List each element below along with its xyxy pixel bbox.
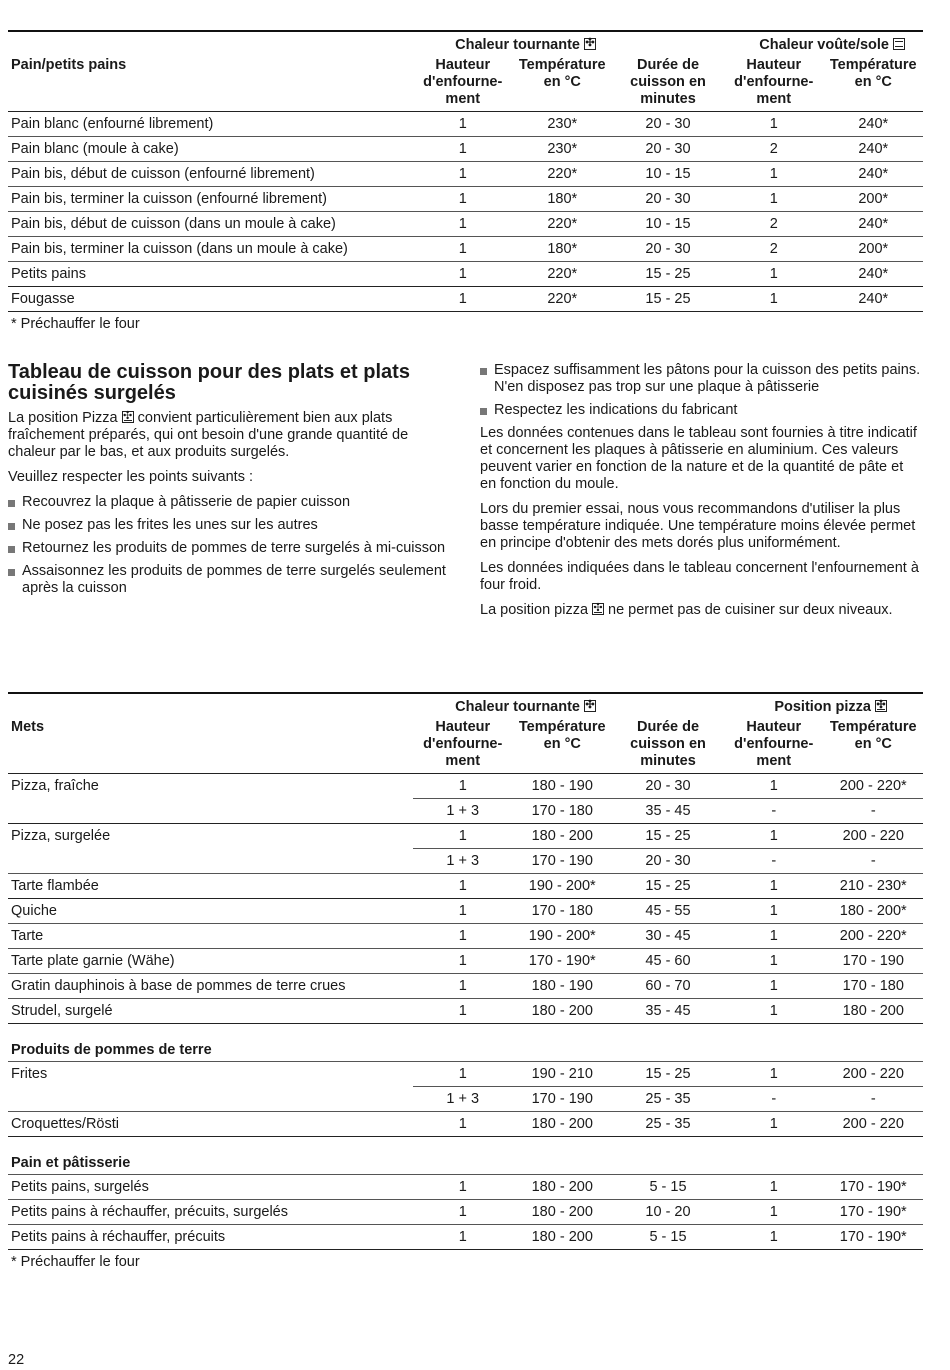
cell-value: 1 [724,999,824,1024]
bullet-item: Espacez suffisamment les pâtons pour la cuisson des petits pains. N'en disposez pas trop sur une plaque à pâtisserie [480,362,923,396]
cell-value: 20 - 30 [612,849,724,874]
table-row [8,1225,923,1250]
row-label: Strudel, surgelé [8,999,413,1024]
cell-value: 1 [724,899,824,924]
row-label: Fougasse [8,287,413,312]
cell-value: 170 - 190* [824,1225,924,1250]
row-label: Petits pains à réchauffer, précuits [8,1225,413,1250]
cell-value: 30 - 45 [612,924,724,949]
cell-value: 5 - 15 [612,1175,724,1200]
row-label: Tarte plate garnie (Wähe) [8,949,413,974]
bullet-item: Respectez les indications du fabricant [480,402,923,419]
cell-value: 230* [513,112,613,137]
table-row [8,187,923,212]
group-top-bottom: Chaleur voûte/sole [724,31,923,57]
cell-value: 200* [824,187,924,212]
cell-value: 1 [413,924,513,949]
cell-value: 60 - 70 [612,974,724,999]
table-row [8,874,923,899]
table-row [8,949,923,974]
cell-value: 170 - 190* [513,949,613,974]
cell-value: 240* [824,212,924,237]
subheader-label: Produits de pommes de terre [8,1024,923,1062]
cell-value: 20 - 30 [612,112,724,137]
cell-value: 15 - 25 [612,874,724,899]
col-header-temp-2: Température en °C [824,57,924,112]
cell-value: 10 - 20 [612,1200,724,1225]
cell-value: 200 - 220 [824,1112,924,1137]
cell-value: 180 - 190 [513,774,613,799]
cell-value: 170 - 190* [824,1175,924,1200]
cell-value: - [824,1087,924,1112]
cell-value: 2 [724,137,824,162]
cell-value: 170 - 190* [824,1200,924,1225]
paragraph-first-try: Lors du premier essai, nous vous recommandons d'utiliser la plus basse température indiquée. Une température moins élevée permet en principe d'obtenir des mets dorés plus uniformément. [480,501,916,551]
bullet-item: Ne posez pas les frites les unes sur les autres [8,517,450,534]
cell-value: 1 [724,187,824,212]
cell-value: 240* [824,262,924,287]
cell-value: - [824,799,924,824]
cell-value: 240* [824,112,924,137]
cell-value: 1 [724,949,824,974]
bullet-item: Retournez les produits de pommes de terre surgelés à mi-cuisson [8,540,450,557]
cell-value: 170 - 190 [824,949,924,974]
cell-value: 220* [513,162,613,187]
cell-value: 5 - 15 [612,1225,724,1250]
cell-value: 170 - 180 [824,974,924,999]
table-row [8,137,923,162]
table-row [8,999,923,1024]
cell-value: 1 + 3 [413,849,513,874]
cell-value: 2 [724,237,824,262]
col-header-temp: Température en °C [513,719,613,774]
bullet-item: Recouvrez la plaque à pâtisserie de papier cuisson [8,494,450,511]
table-row [8,287,923,312]
cell-value: 15 - 25 [612,287,724,312]
cell-value: 15 - 25 [612,1062,724,1087]
table-subheader [8,1024,923,1062]
cell-value: 1 [724,824,824,849]
col-header-level: Hauteur d'enfourne- ment [413,719,513,774]
bullet-list-right [480,362,923,419]
row-label: Pizza, fraîche [11,778,99,795]
table-row [8,849,923,874]
cell-value: 1 [413,237,513,262]
cell-value: 1 [413,1200,513,1225]
col-header-duration: Durée de cuisson en minutes [612,719,724,774]
cell-value: 230* [513,137,613,162]
col-header-level-2: Hauteur d'enfourne- ment [724,57,824,112]
col-header-level: Hauteur d'enfourne- ment [413,57,513,112]
cell-value: 240* [824,162,924,187]
row-label: Pain bis, terminer la cuisson (dans un moule à cake) [8,237,413,262]
cell-value: 180 - 190 [513,974,613,999]
cell-value: 1 [413,1112,513,1137]
page [8,30,923,1274]
cell-value: 1 [413,287,513,312]
table-row [8,1062,923,1087]
cell-value: 1 [413,824,513,849]
cell-value: 20 - 30 [612,774,724,799]
table-row [8,1087,923,1112]
table-row [8,1112,923,1137]
top-bottom-heat-icon [893,38,905,50]
cell-value: 190 - 210 [513,1062,613,1087]
cell-value: 1 [413,112,513,137]
row-label: Pizza, surgelée [11,828,111,845]
points-intro: Veuillez respecter les points suivants : [8,469,254,485]
cell-value: 1 [413,974,513,999]
subheader-label: Pain et pâtisserie [8,1137,923,1175]
pizza-setting-icon [592,603,604,615]
group-convection: Chaleur tournante✣ [413,693,612,719]
cell-value: 180 - 200 [513,1225,613,1250]
cell-value: 200 - 220* [824,774,924,799]
cell-value: 180 - 200 [824,999,924,1024]
bread-table-body [8,112,923,312]
cell-value: 180* [513,187,613,212]
cell-value: 1 [724,874,824,899]
row-label: Quiche [8,899,413,924]
table-row [8,799,923,824]
cell-value: 45 - 55 [612,899,724,924]
cell-value: 1 [413,949,513,974]
bread-table [8,30,923,312]
bullet-list-left [8,494,450,597]
table-row [8,924,923,949]
cell-value: 1 [413,899,513,924]
intro-section [8,362,923,692]
cell-value: 180 - 200 [513,1112,613,1137]
cell-value: 170 - 180 [513,899,613,924]
cell-value: 180 - 200 [513,1200,613,1225]
cell-value: 1 [724,162,824,187]
cell-value: 1 [724,1175,824,1200]
row-label: Pain bis, début de cuisson (enfourné librement) [8,162,413,187]
cell-value: 1 [413,187,513,212]
row-label: Pain blanc (moule à cake) [8,137,413,162]
cell-value: 210 - 230* [824,874,924,899]
footnote: * Préchauffer le four [11,1254,140,1270]
row-label: Frites [11,1066,48,1083]
table-row [8,237,923,262]
row-label: Pain bis, terminer la cuisson (enfourné librement) [8,187,413,212]
right-column [480,362,923,627]
fan-icon [584,700,596,712]
footnote: * Préchauffer le four [11,316,140,332]
section-title: Tableau de cuisson pour des plats et plats cuisinés surgelés [8,361,410,404]
bullet-item: Assaisonnez les produits de pommes de terre surgelés seulement après la cuisson [8,563,450,597]
cell-value: 180 - 200 [513,999,613,1024]
cell-value: 1 [413,162,513,187]
left-column [8,362,450,603]
cell-value: 170 - 180 [513,799,613,824]
row-label: Tarte [8,924,413,949]
dishes-table-body [8,774,923,1250]
cell-value: 45 - 60 [612,949,724,974]
row-label: Pain bis, début de cuisson (dans un moule à cake) [8,212,413,237]
row-label [8,799,413,824]
cell-value: 1 + 3 [413,799,513,824]
cell-value: 1 [724,774,824,799]
cell-value: 180 - 200 [513,1175,613,1200]
col-header-temp-2: Température en °C [824,719,924,774]
cell-value: - [824,849,924,874]
cell-value: 1 [413,999,513,1024]
paragraph-pizza-levels: La position pizza✣ ne permet pas de cuisiner sur deux niveaux. [480,602,923,619]
col-header-level-2: Hauteur d'enfourne- ment [724,719,824,774]
cell-value: 1 [724,924,824,949]
paragraph-cold-oven: Les données indiquées dans le tableau concernent l'enfournement à four froid. [480,560,919,593]
cell-value: 1 [413,774,513,799]
cell-value: 1 [724,974,824,999]
row-label [8,849,413,874]
cell-value: 200* [824,237,924,262]
cell-value: 200 - 220 [824,824,924,849]
col-header-duration: Durée de cuisson en minutes [612,57,724,112]
page-number: 22 [8,1352,25,1368]
group-convection: Chaleur tournante✣ [413,31,612,57]
cell-value: 1 [724,1112,824,1137]
row-label: Croquettes/Rösti [8,1112,413,1137]
cell-value: 35 - 45 [612,999,724,1024]
cell-value: 15 - 25 [612,824,724,849]
row-label [8,1087,413,1112]
table-row [8,774,923,799]
cell-value: 10 - 15 [612,212,724,237]
cell-value: 220* [513,212,613,237]
cell-value: 200 - 220* [824,924,924,949]
cell-value: 20 - 30 [612,237,724,262]
cell-value: 190 - 200* [513,924,613,949]
cell-value: 35 - 45 [612,799,724,824]
pizza-setting-icon [122,411,134,423]
col-header-dish: Mets [8,719,413,774]
cell-value: 220* [513,287,613,312]
table-row [8,112,923,137]
col-header-temp: Température en °C [513,57,613,112]
cell-value: 1 [724,287,824,312]
cell-value: 20 - 30 [612,137,724,162]
table-row [8,899,923,924]
cell-value: 15 - 25 [612,262,724,287]
cell-value: 1 [413,137,513,162]
table-row [8,1175,923,1200]
table-row [8,212,923,237]
cell-value: 1 + 3 [413,1087,513,1112]
cell-value: 220* [513,262,613,287]
row-label: Pain blanc (enfourné librement) [8,112,413,137]
cell-value: 1 [413,1175,513,1200]
cell-value: 170 - 190 [513,1087,613,1112]
cell-value: 1 [724,112,824,137]
cell-value: 1 [724,262,824,287]
cell-value: 1 [724,1200,824,1225]
cell-value: 25 - 35 [612,1087,724,1112]
table-row [8,974,923,999]
table-subheader [8,1137,923,1175]
cell-value: 25 - 35 [612,1112,724,1137]
intro-paragraph: La position Pizza✣ convient particulièrement bien aux plats fraîchement préparés, qui ont besoin d'une grande quantité de chaleur par le bas, et aux produits surgelés. [8,410,450,461]
pizza-setting-icon [875,700,887,712]
cell-value: 1 [413,1062,513,1087]
cell-value: - [724,849,824,874]
cell-value: 170 - 190 [513,849,613,874]
fan-icon [584,38,596,50]
table-row [8,262,923,287]
cell-value: 200 - 220 [824,1062,924,1087]
cell-value: 20 - 30 [612,187,724,212]
table-row [8,1200,923,1225]
cell-value: 2 [724,212,824,237]
table-row [8,162,923,187]
cell-value: 1 [724,1062,824,1087]
cell-value: 10 - 15 [612,162,724,187]
table-row [8,824,923,849]
col-header-dish: Pain/petits pains [8,57,413,112]
paragraph-data-info: Les données contenues dans le tableau sont fournies à titre indicatif et concernent les plaques à pâtisserie en aluminium. Ces valeurs peuvent varier en fonction de la nature et de la quantité de pâte et en fonction du moule. [480,425,917,492]
row-label: Gratin dauphinois à base de pommes de terre crues [8,974,413,999]
cell-value: - [724,1087,824,1112]
cell-value: 240* [824,137,924,162]
cell-value: 1 [413,212,513,237]
cell-value: 1 [413,874,513,899]
row-label: Petits pains, surgelés [8,1175,413,1200]
cell-value: 180 - 200* [824,899,924,924]
cell-value: 1 [724,1225,824,1250]
row-label: Petits pains à réchauffer, précuits, surgelés [8,1200,413,1225]
cell-value: 190 - 200* [513,874,613,899]
row-label: Tarte flambée [8,874,413,899]
cell-value: 180 - 200 [513,824,613,849]
group-pizza: Position pizza✣ [724,693,923,719]
cell-value: 240* [824,287,924,312]
cell-value: 1 [413,1225,513,1250]
row-label: Petits pains [8,262,413,287]
cell-value: 1 [413,262,513,287]
dishes-table [8,692,923,1250]
cell-value: 180* [513,237,613,262]
cell-value: - [724,799,824,824]
